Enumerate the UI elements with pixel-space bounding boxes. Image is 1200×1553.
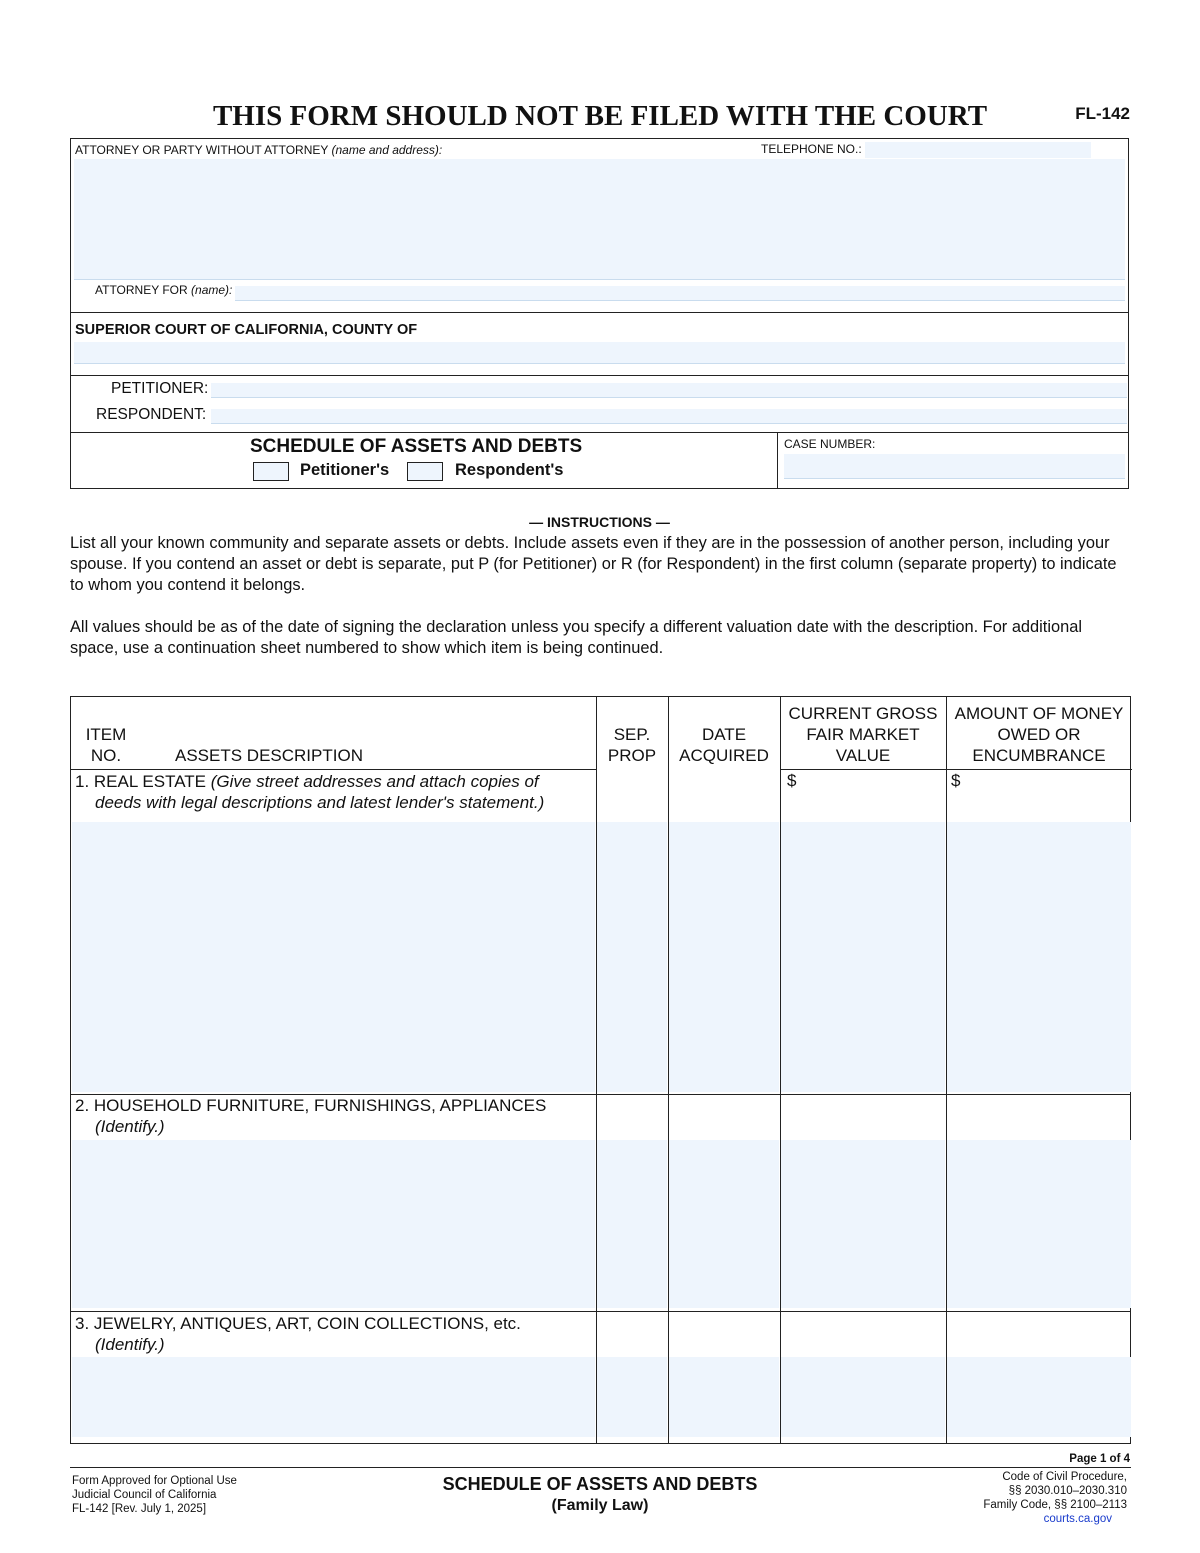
- page-number: Page 1 of 4: [1069, 1453, 1130, 1465]
- form-number: FL-142: [1075, 104, 1130, 123]
- form-approval: Form Approved for Optional Use Judicial Council of California FL-142 [Rev. July 1, 2025]: [72, 1475, 237, 1515]
- section-2-sep-prop-field[interactable]: [597, 1140, 667, 1308]
- code-citations: Code of Civil Procedure, §§ 2030.010–2030.310 Family Code, §§ 2100–2113 courts.ca.gov: [900, 1470, 1127, 1526]
- footer-subtitle: (Family Law): [551, 1497, 649, 1514]
- header-assets-description: ASSETS DESCRIPTION: [175, 746, 363, 765]
- footer-title: SCHEDULE OF ASSETS AND DEBTS: [442, 1474, 758, 1494]
- section-1-value-field[interactable]: [781, 822, 945, 1092]
- court-label: SUPERIOR COURT OF CALIFORNIA, COUNTY OF: [75, 322, 418, 338]
- footer-title-block: [400, 1474, 800, 1515]
- respondents-checkbox[interactable]: [407, 462, 443, 481]
- header-divider: [780, 769, 1132, 770]
- telephone-label: TELEPHONE NO.:: [761, 142, 862, 156]
- instructions-title: — INSTRUCTIONS —: [529, 514, 670, 530]
- section-2-value-field[interactable]: [781, 1140, 945, 1308]
- section-3-date-field[interactable]: [669, 1357, 779, 1437]
- section-1-label: 1. REAL ESTATE (Give street addresses and attach copies of deeds with legal descriptions and latest lender's statement.): [75, 772, 545, 812]
- header-sep-prop: SEP. PROP: [607, 725, 657, 765]
- assets-table: [70, 696, 1131, 1444]
- section-1-description-field[interactable]: [72, 822, 595, 1092]
- respondents-label: Respondent's: [455, 461, 564, 479]
- header-market-value: CURRENT GROSS FAIR MARKET VALUE: [788, 704, 938, 765]
- currency-symbol: $: [787, 771, 797, 790]
- attorney-for-field[interactable]: [235, 286, 1125, 301]
- header-amount-owed: AMOUNT OF MONEY OWED OR ENCUMBRANCE: [954, 704, 1124, 765]
- instructions-paragraph-2: All values should be as of the date of signing the declaration unless you specify a different valuation date with the description. For additional space, use a continuation sheet numbered to show which item is being continued.: [70, 618, 1082, 657]
- courts-website-link[interactable]: courts.ca.gov: [1043, 1513, 1112, 1525]
- section-1-date-field[interactable]: [669, 822, 779, 1092]
- section-2-date-field[interactable]: [669, 1140, 779, 1308]
- petitioners-checkbox[interactable]: [253, 462, 289, 481]
- attorney-for-label: ATTORNEY FOR (name):: [95, 283, 233, 297]
- header-date-acquired: DATE ACQUIRED: [679, 725, 769, 765]
- section-3-label: 3. JEWELRY, ANTIQUES, ART, COIN COLLECTIONS, etc. (Identify.): [75, 1314, 521, 1354]
- section-2-label: 2. HOUSEHOLD FURNITURE, FURNISHINGS, APPLIANCES (Identify.): [75, 1096, 547, 1136]
- county-field[interactable]: [74, 342, 1125, 364]
- respondent-label: RESPONDENT:: [96, 406, 207, 423]
- instructions-paragraph-1: List all your known community and separate assets or debts. Include assets even if they are in the possession of another person, including your spouse. If you contend an asset or debt is separate, put P (for Petitioner) or R (for Respondent) in the first column (separate property) to indicate to whom you contend it belongs.: [70, 534, 1117, 594]
- respondent-field[interactable]: [211, 409, 1127, 424]
- header-item-no: ITEM NO.: [85, 725, 127, 765]
- section-3-sep-prop-field[interactable]: [597, 1357, 667, 1437]
- case-number-field[interactable]: [784, 454, 1125, 479]
- case-number-label: CASE NUMBER:: [784, 437, 876, 451]
- footer-divider: [70, 1467, 1131, 1468]
- case-number-divider: [777, 432, 778, 489]
- form-banner: THIS FORM SHOULD NOT BE FILED WITH THE COURT: [212, 100, 988, 132]
- caption-divider: [71, 312, 1128, 313]
- petitioner-label: PETITIONER:: [111, 380, 209, 397]
- attorney-name-address-field[interactable]: [74, 159, 1125, 280]
- section-3-value-field[interactable]: [781, 1357, 945, 1437]
- section-2-description-field[interactable]: [72, 1140, 595, 1308]
- caption-block: [70, 138, 1129, 489]
- section-3-owed-field[interactable]: [947, 1357, 1131, 1437]
- section-1-owed-field[interactable]: [947, 822, 1131, 1092]
- attorney-label: ATTORNEY OR PARTY WITHOUT ATTORNEY (name and address):: [75, 143, 443, 157]
- caption-divider: [71, 375, 1128, 376]
- petitioner-field[interactable]: [211, 383, 1127, 398]
- schedule-title: SCHEDULE OF ASSETS AND DEBTS: [250, 436, 583, 457]
- header-divider: [71, 769, 596, 770]
- currency-symbol: $: [951, 771, 961, 790]
- section-divider: [71, 1311, 1130, 1312]
- section-1-sep-prop-field[interactable]: [597, 822, 667, 1092]
- section-2-owed-field[interactable]: [947, 1140, 1131, 1308]
- petitioners-label: Petitioner's: [300, 461, 390, 479]
- section-3-description-field[interactable]: [72, 1357, 595, 1437]
- telephone-field[interactable]: [865, 142, 1091, 158]
- caption-divider: [71, 432, 1128, 433]
